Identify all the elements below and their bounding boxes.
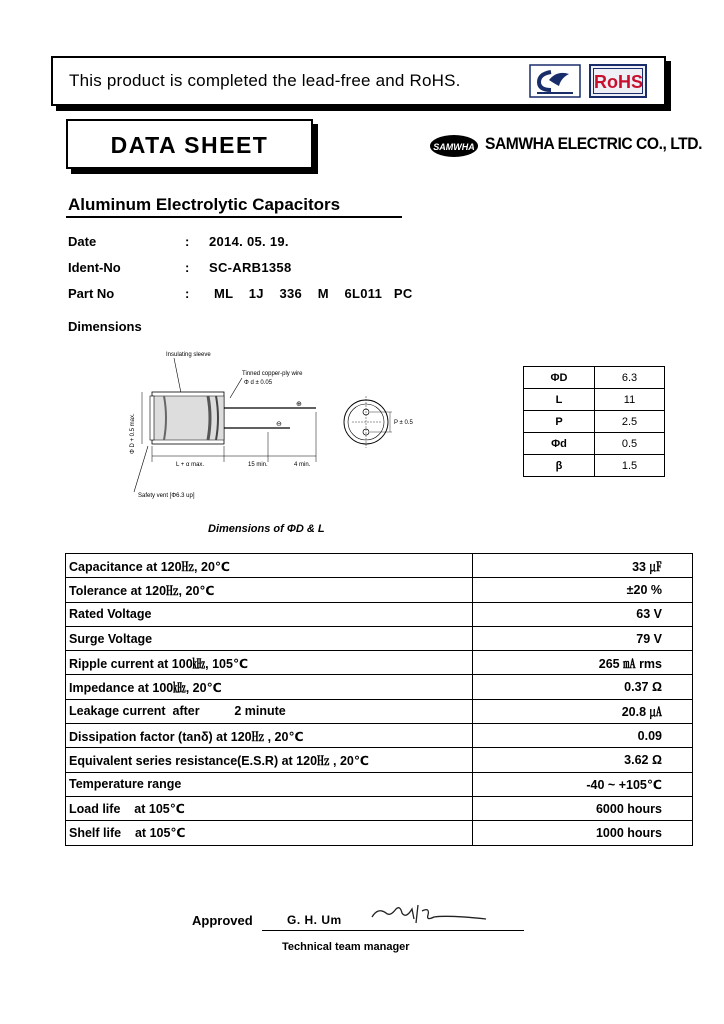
dim-key: β bbox=[524, 455, 595, 477]
label-pitch: P ± 0.5 bbox=[394, 420, 413, 426]
spec-value: 79 V bbox=[473, 626, 693, 650]
table-row bbox=[66, 626, 693, 650]
spec-table bbox=[65, 553, 693, 846]
label-vent: Safety vent [Φ6.3 up] bbox=[138, 493, 195, 499]
table-row bbox=[524, 455, 665, 477]
approver-title: Technical team manager bbox=[282, 941, 410, 953]
date-label: Date bbox=[68, 234, 97, 249]
title-underline bbox=[66, 216, 402, 218]
dimensions-caption: Dimensions of ΦD & L bbox=[208, 523, 325, 535]
spec-value: 265 ㎃ rms bbox=[473, 651, 693, 675]
ident-label: Ident-No bbox=[68, 260, 121, 275]
company-logo-text: SAMWHA bbox=[433, 142, 475, 152]
label-wire-1: Tinned copper-ply wire bbox=[242, 371, 303, 377]
dim-value: 6.3 bbox=[595, 367, 665, 389]
date-value: 2014. 05. 19. bbox=[209, 234, 289, 249]
spec-value: 6000 hours bbox=[473, 796, 693, 820]
lead-free-banner bbox=[51, 56, 666, 106]
capacitor-drawing bbox=[120, 342, 413, 504]
approved-label: Approved bbox=[192, 913, 253, 928]
approval-line bbox=[262, 930, 524, 931]
dim-value: 0.5 bbox=[595, 433, 665, 455]
dim-key: Φd bbox=[524, 433, 595, 455]
spec-param: Leakage current after 2 minute bbox=[66, 699, 473, 723]
table-row bbox=[66, 796, 693, 820]
spec-param: Capacitance at 120㎐, 20℃ bbox=[66, 554, 473, 578]
spec-value: -40 ~ +105℃ bbox=[473, 772, 693, 796]
label-length: L + α max. bbox=[176, 462, 205, 468]
table-row bbox=[66, 578, 693, 602]
banner-text: This product is completed the lead-free and RoHS. bbox=[69, 71, 461, 90]
table-row bbox=[66, 724, 693, 748]
table-row bbox=[524, 389, 665, 411]
dim-key: ΦD bbox=[524, 367, 595, 389]
spec-param: Ripple current at 100㎑, 105℃ bbox=[66, 651, 473, 675]
dimensions-table bbox=[523, 366, 665, 477]
dim-key: L bbox=[524, 389, 595, 411]
dimensions-label: Dimensions bbox=[68, 319, 142, 334]
spec-value: 63 V bbox=[473, 602, 693, 626]
spec-param: Equivalent series resistance(E.S.R) at 120㎐ , 20℃ bbox=[66, 748, 473, 772]
rohs-logo bbox=[589, 64, 647, 98]
part-no-colon: : bbox=[185, 286, 190, 301]
table-row bbox=[524, 367, 665, 389]
spec-param: Load life at 105℃ bbox=[66, 796, 473, 820]
label-lead2: 4 min. bbox=[294, 462, 311, 468]
spec-value: ±20 % bbox=[473, 578, 693, 602]
spec-value: 0.37 Ω bbox=[473, 675, 693, 699]
table-row bbox=[66, 699, 693, 723]
spec-value: 1000 hours bbox=[473, 821, 693, 845]
part-no-label: Part No bbox=[68, 286, 115, 301]
spec-value: 20.8 ㎂ bbox=[473, 699, 693, 723]
spec-param: Impedance at 100㎑, 20℃ bbox=[66, 675, 473, 699]
table-row bbox=[66, 772, 693, 796]
table-row bbox=[66, 675, 693, 699]
dim-value: 2.5 bbox=[595, 411, 665, 433]
ident-colon: : bbox=[185, 260, 190, 275]
table-row bbox=[66, 651, 693, 675]
spec-value: 0.09 bbox=[473, 724, 693, 748]
company-name: SAMWHA ELECTRIC CO., LTD. bbox=[485, 134, 703, 153]
spec-param: Rated Voltage bbox=[66, 602, 473, 626]
date-colon: : bbox=[185, 234, 190, 249]
minus-icon: ⊖ bbox=[276, 421, 282, 428]
plus-icon: ⊕ bbox=[296, 401, 302, 408]
label-dia: Φ D + 0.5 max. bbox=[130, 413, 136, 454]
samwha-logo-icon bbox=[428, 133, 480, 159]
data-sheet-box bbox=[66, 119, 313, 169]
label-lead1: 15 min. bbox=[248, 462, 268, 468]
spec-param: Dissipation factor (tanδ) at 120㎐ , 20℃ bbox=[66, 724, 473, 748]
product-title: Aluminum Electrolytic Capacitors bbox=[68, 195, 341, 214]
table-row bbox=[66, 602, 693, 626]
label-wire-2: Φ d ± 0.05 bbox=[244, 380, 273, 386]
spec-value: 3.62 Ω bbox=[473, 748, 693, 772]
spec-param: Temperature range bbox=[66, 772, 473, 796]
signature-icon bbox=[368, 899, 488, 929]
spec-param: Tolerance at 120㎐, 20℃ bbox=[66, 578, 473, 602]
table-row bbox=[524, 433, 665, 455]
approver-name: G. H. Um bbox=[287, 913, 342, 927]
part-no-value: ML 1J 336 M 6L011 PC bbox=[214, 286, 413, 301]
spec-value: 33 ㎌ bbox=[473, 554, 693, 578]
eco-logo-icon bbox=[529, 64, 581, 98]
rohs-logo-text: RoHS bbox=[593, 68, 643, 94]
page-title: DATA SHEET bbox=[110, 132, 269, 158]
spec-param: Surge Voltage bbox=[66, 626, 473, 650]
ident-value: SC-ARB1358 bbox=[209, 260, 292, 275]
table-row bbox=[66, 821, 693, 845]
dim-key: P bbox=[524, 411, 595, 433]
table-row bbox=[524, 411, 665, 433]
label-insulating-sleeve: Insulating sleeve bbox=[166, 352, 211, 358]
spec-param: Shelf life at 105℃ bbox=[66, 821, 473, 845]
table-row bbox=[66, 748, 693, 772]
dim-value: 11 bbox=[595, 389, 665, 411]
table-row bbox=[66, 554, 693, 578]
dim-value: 1.5 bbox=[595, 455, 665, 477]
